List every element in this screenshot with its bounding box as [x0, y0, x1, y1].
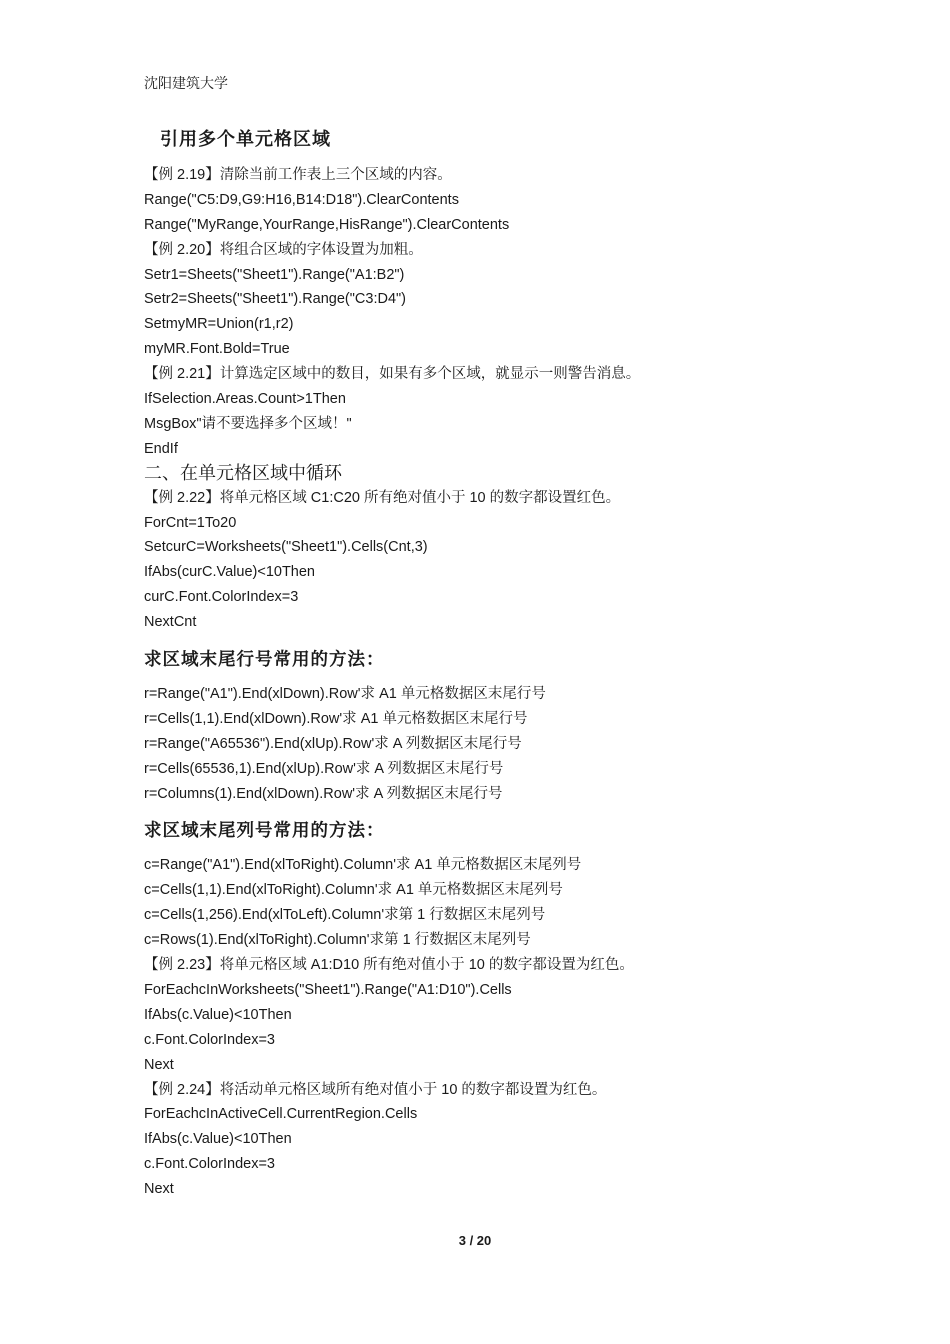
code-line: IfAbs(curC.Value)<10Then: [144, 564, 315, 581]
section-heading-loop: 二、在单元格区域中循环: [144, 462, 342, 484]
code-line: c=Rows(1).End(xlToRight).Column'求第 1 行数据区末尾列号: [144, 932, 531, 949]
code-line: IfAbs(c.Value)<10Then: [144, 1131, 292, 1148]
code-line: Next: [144, 1056, 174, 1073]
code-line: myMR.Font.Bold=True: [144, 341, 290, 358]
text-line: 【例 2.23】将单元格区域 A1:D10 所有绝对值小于 10 的数字都设置为红色。: [144, 957, 634, 974]
code-line: Range("C5:D9,G9:H16,B14:D18").ClearContents: [144, 191, 459, 208]
section-multi-range-lines: [144, 163, 844, 462]
code-line: c=Cells(1,256).End(xlToLeft).Column'求第 1 行数据区末尾列号: [144, 907, 546, 924]
code-line: ForEachcInActiveCell.CurrentRegion.Cells: [144, 1106, 418, 1123]
section-heading-multi-range: 引用多个单元格区域: [160, 129, 331, 149]
code-line: ForCnt=1To20: [144, 514, 237, 531]
code-line: c.Font.ColorIndex=3: [144, 1031, 275, 1048]
page-number: 3 / 20: [458, 1233, 492, 1248]
code-line: c.Font.ColorIndex=3: [144, 1156, 275, 1173]
code-line: r=Columns(1).End(xlDown).Row'求 A 列数据区末尾行号: [144, 785, 503, 802]
code-line: Setr2=Sheets("Sheet1").Range("C3:D4"): [144, 291, 406, 308]
section-heading-last-column: 求区域末尾列号常用的方法：: [144, 820, 385, 841]
section-heading-last-row: 求区域末尾行号常用的方法：: [144, 649, 385, 670]
code-line: r=Cells(1,1).End(xlDown).Row'求 A1 单元格数据区末尾行号: [144, 710, 528, 727]
code-line: EndIf: [144, 440, 178, 457]
code-line: r=Range("A65536").End(xlUp).Row'求 A 列数据区末尾行号: [144, 735, 522, 752]
code-line: c=Cells(1,1).End(xlToRight).Column'求 A1 单元格数据区末尾列号: [144, 882, 563, 899]
document-body: [144, 126, 844, 1202]
code-line: r=Range("A1").End(xlDown).Row'求 A1 单元格数据区末尾行号: [144, 686, 546, 703]
text-line: 【例 2.21】计算选定区域中的数目，如果有多个区域，就显示一则警告消息。: [144, 366, 641, 383]
code-line: Range("MyRange,YourRange,HisRange").ClearContents: [144, 216, 510, 233]
section-loop-lines: [144, 486, 844, 635]
text-line: 【例 2.24】将活动单元格区域所有绝对值小于 10 的数字都设置为红色。: [144, 1081, 607, 1098]
code-line: SetcurC=Worksheets("Sheet1").Cells(Cnt,3): [144, 539, 428, 556]
code-line: c=Range("A1").End(xlToRight).Column'求 A1 单元格数据区末尾列号: [144, 857, 582, 874]
text-line: 【例 2.22】将单元格区域 C1:C20 所有绝对值小于 10 的数字都设置红色。: [144, 489, 621, 506]
code-line: IfAbs(c.Value)<10Then: [144, 1006, 292, 1023]
code-line: Setr1=Sheets("Sheet1").Range("A1:B2"): [144, 266, 405, 283]
section-last-column-lines: [144, 853, 844, 1201]
code-line: r=Cells(65536,1).End(xlUp).Row'求 A 列数据区末尾行号: [144, 760, 504, 777]
text-line: 【例 2.20】将组合区域的字体设置为加粗。: [144, 241, 423, 258]
section-last-row-lines: [144, 682, 844, 806]
code-line: curC.Font.ColorIndex=3: [144, 589, 299, 606]
code-line: SetmyMR=Union(r1,r2): [144, 316, 294, 333]
code-line: MsgBox"请不要选择多个区域！": [144, 415, 352, 432]
code-line: Next: [144, 1181, 174, 1198]
text-line: 【例 2.19】清除当前工作表上三个区域的内容。: [144, 167, 452, 183]
page-header: 沈阳建筑大学: [144, 75, 228, 91]
code-line: ForEachcInWorksheets("Sheet1").Range("A1:D10").Cells: [144, 981, 512, 998]
code-line: IfSelection.Areas.Count>1Then: [144, 391, 346, 408]
code-line: NextCnt: [144, 614, 197, 631]
